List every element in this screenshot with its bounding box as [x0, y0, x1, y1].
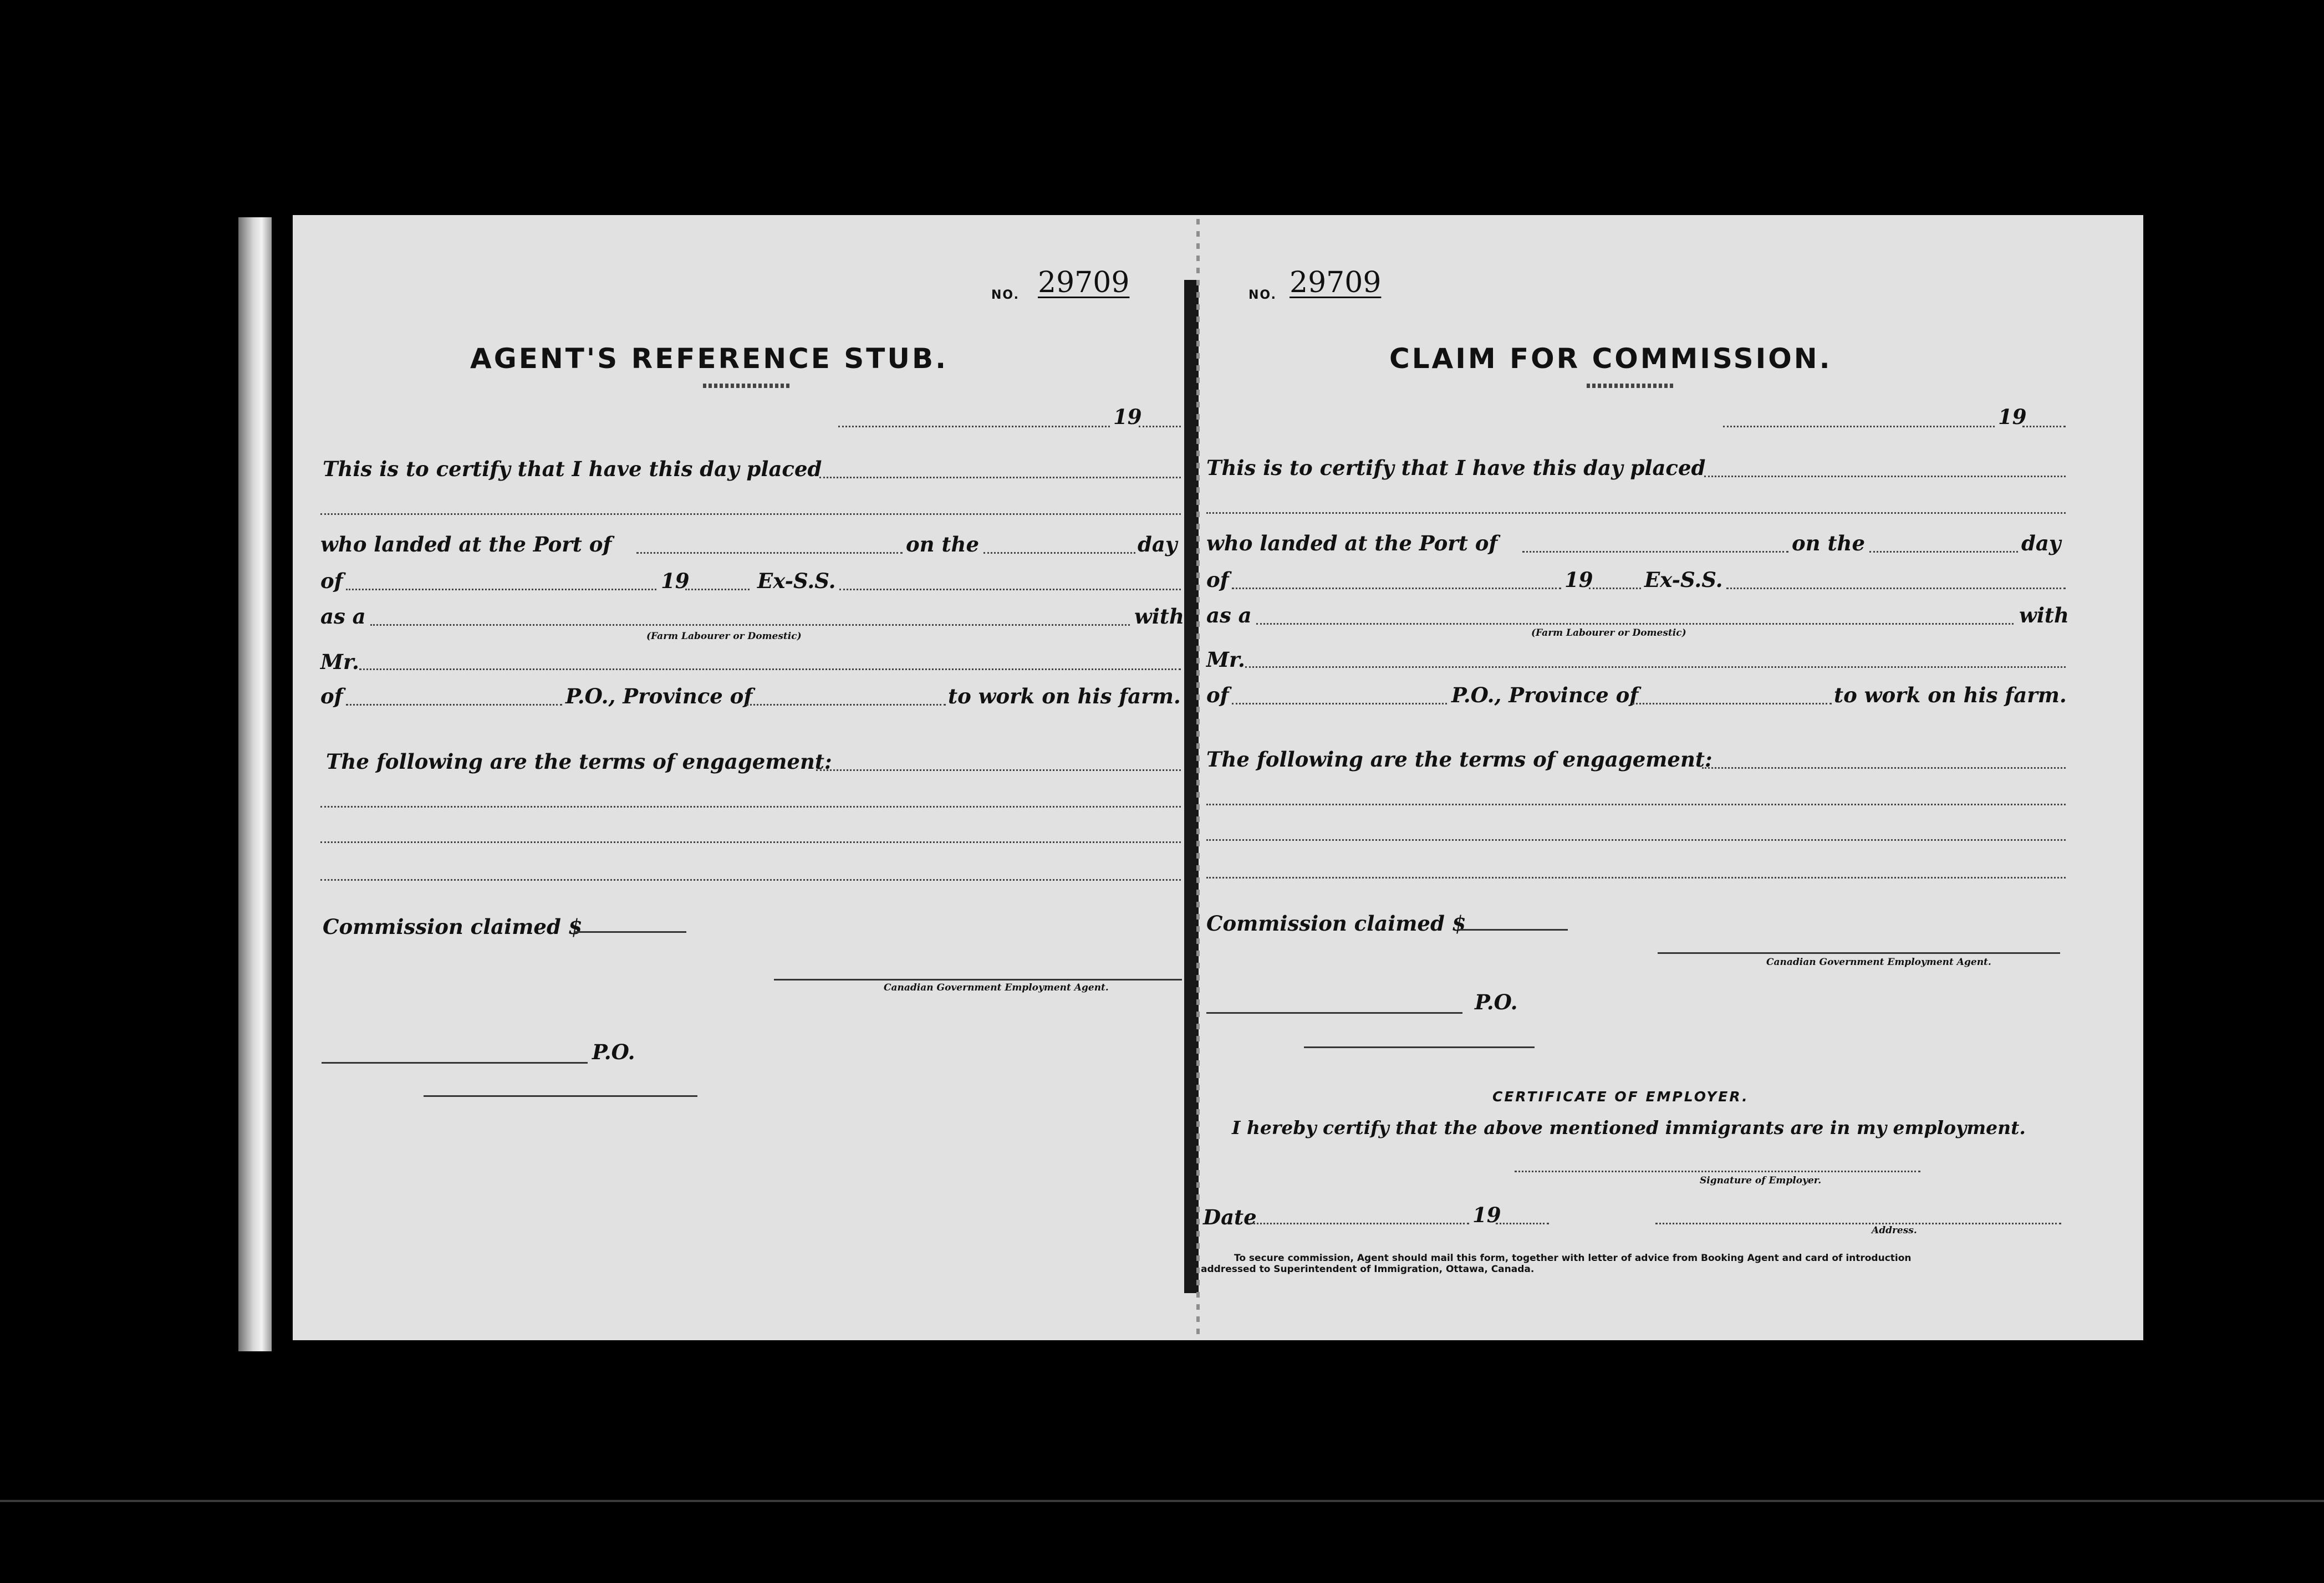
claim-terms-line-4	[1206, 877, 2066, 879]
stub-day: day	[1138, 532, 1178, 556]
claim-on-the: on the	[1792, 531, 1865, 555]
claim-po-line	[1206, 1012, 1462, 1014]
stub-day-line	[983, 552, 1135, 554]
claim-commission-line	[1458, 929, 1568, 931]
stub-terms-line-4	[320, 879, 1181, 881]
stub-certify: This is to certify that I have this day placed	[323, 457, 822, 481]
stub-landed: who landed at the Port of	[320, 532, 612, 556]
address-line	[1655, 1223, 2061, 1224]
claim-occupation-hint: (Farm Labourer or Domestic)	[1531, 627, 1686, 639]
claim-occupation-line	[1256, 623, 2014, 625]
certificate-text: I hereby certify that the above mentioned immigrants are in my employment.	[1232, 1117, 2026, 1138]
claim-terms: The following are the terms of engagement:	[1206, 747, 1713, 772]
claim-year-2: 19	[1564, 568, 1593, 592]
claim-certify: This is to certify that I have this day placed	[1206, 456, 1706, 480]
footnote-line-2: addressed to Superintendent of Immigration, Ottawa, Canada.	[1201, 1264, 1535, 1275]
stub-terms-line-2	[320, 806, 1181, 808]
claim-ex-ss: Ex-S.S.	[1644, 568, 1723, 592]
claim-terms-line-3	[1206, 839, 2066, 841]
stub-agent-signature-caption: Canadian Government Employment Agent.	[884, 982, 1109, 993]
claim-terms-line	[1702, 767, 2066, 769]
stub-terms: The following are the terms of engagement:	[326, 749, 832, 774]
stub-terms-line-3	[320, 841, 1181, 843]
claim-number: 29709	[1290, 266, 1382, 299]
stub-year-line	[1139, 426, 1181, 427]
perforation-line	[1196, 219, 1200, 1339]
claim-placed-line-2	[1206, 512, 2066, 514]
stub-of-2: of	[320, 684, 343, 708]
stub-as-a: as a	[320, 604, 366, 629]
claim-placed-line	[1704, 476, 2066, 477]
stub-farm: to work on his farm.	[948, 684, 1181, 708]
stub-title: AGENT'S REFERENCE STUB.	[470, 343, 949, 375]
stub-year: 19	[1113, 405, 1142, 429]
stub-province-line	[746, 704, 946, 706]
stub-with: with	[1134, 604, 1184, 629]
date-year-line	[1496, 1223, 1549, 1224]
stub-po-province: P.O., Province of	[565, 684, 753, 708]
claim-date-line	[1723, 426, 1995, 427]
claim-ship-line	[1726, 588, 2066, 589]
stub-ship-line	[839, 589, 1181, 590]
stub-employer-line	[359, 668, 1181, 670]
claim-po-line-2	[1304, 1046, 1535, 1048]
stub-mr: Mr.	[320, 650, 359, 674]
employer-signature-caption: Signature of Employer.	[1700, 1175, 1822, 1186]
stub-number: 29709	[1038, 266, 1130, 299]
stub-year-2: 19	[661, 569, 690, 593]
card-edge	[238, 217, 272, 1351]
stub-po-line	[322, 1062, 588, 1064]
stub-terms-line	[816, 769, 1181, 771]
certificate-title: CERTIFICATE OF EMPLOYER.	[1492, 1089, 1749, 1105]
claim-farm: to work on his farm.	[1834, 683, 2067, 707]
claim-landed: who landed at the Port of	[1206, 531, 1498, 555]
footnote-line-1: To secure commission, Agent should mail this form, together with letter of advice from Booking Agent and card of introduction	[1234, 1253, 1912, 1264]
claim-title-flourish	[1587, 384, 1675, 388]
stub-year2-line	[685, 589, 750, 590]
stub-date-line	[838, 426, 1110, 427]
claim-terms-line-2	[1206, 804, 2066, 805]
stub-po: P.O.	[592, 1040, 635, 1064]
stub-title-flourish	[703, 384, 792, 388]
footnote	[1201, 1253, 1912, 1275]
stub-placed-line-2	[320, 513, 1181, 515]
stub-town-line	[346, 704, 562, 706]
date-label: Date	[1203, 1205, 1257, 1229]
stub-occupation-hint: (Farm Labourer or Domestic)	[646, 631, 802, 642]
claim-month-line	[1232, 588, 1561, 589]
claim-year2-line	[1589, 588, 1641, 589]
stub-occupation-line	[370, 624, 1130, 626]
stub-commission: Commission claimed $	[323, 915, 583, 939]
claim-year-line	[2022, 426, 2066, 427]
claim-agent-signature-caption: Canadian Government Employment Agent.	[1766, 957, 1991, 968]
claim-of-2: of	[1206, 683, 1229, 707]
claim-title: CLAIM FOR COMMISSION.	[1389, 343, 1832, 375]
claim-employer-line	[1245, 666, 2066, 668]
claim-number-label: NO.	[1248, 288, 1277, 302]
employer-signature-line	[1515, 1171, 1920, 1172]
claim-with: with	[2019, 603, 2069, 627]
stub-on-the: on the	[906, 532, 979, 556]
address-caption: Address.	[1872, 1225, 1917, 1236]
stub-ex-ss: Ex-S.S.	[757, 569, 836, 593]
stub-placed-line	[819, 477, 1181, 478]
claim-po: P.O.	[1475, 990, 1518, 1014]
claim-agent-signature-line	[1658, 952, 2060, 954]
claim-po-province: P.O., Province of	[1451, 683, 1639, 707]
viewer-bottom-rule	[0, 1500, 2324, 1502]
date-line	[1250, 1223, 1469, 1224]
date-year: 19	[1472, 1203, 1501, 1227]
claim-commission: Commission claimed $	[1206, 911, 1466, 936]
claim-mr: Mr.	[1206, 647, 1245, 672]
claim-port-line	[1522, 551, 1788, 553]
stub-po-line-2	[424, 1095, 697, 1097]
claim-province-line	[1632, 703, 1832, 704]
stub-port-line	[636, 552, 903, 554]
stub-agent-signature-line	[774, 979, 1182, 981]
claim-day-line	[1869, 551, 2018, 553]
stub-commission-line	[574, 931, 686, 933]
claim-as-a: as a	[1206, 603, 1252, 627]
stub-number-label: NO.	[991, 288, 1020, 302]
claim-year: 19	[1998, 405, 2027, 429]
claim-town-line	[1232, 703, 1447, 704]
stub-of: of	[320, 569, 343, 593]
claim-of: of	[1206, 568, 1229, 592]
stub-month-line	[346, 589, 656, 590]
claim-day: day	[2021, 531, 2061, 555]
